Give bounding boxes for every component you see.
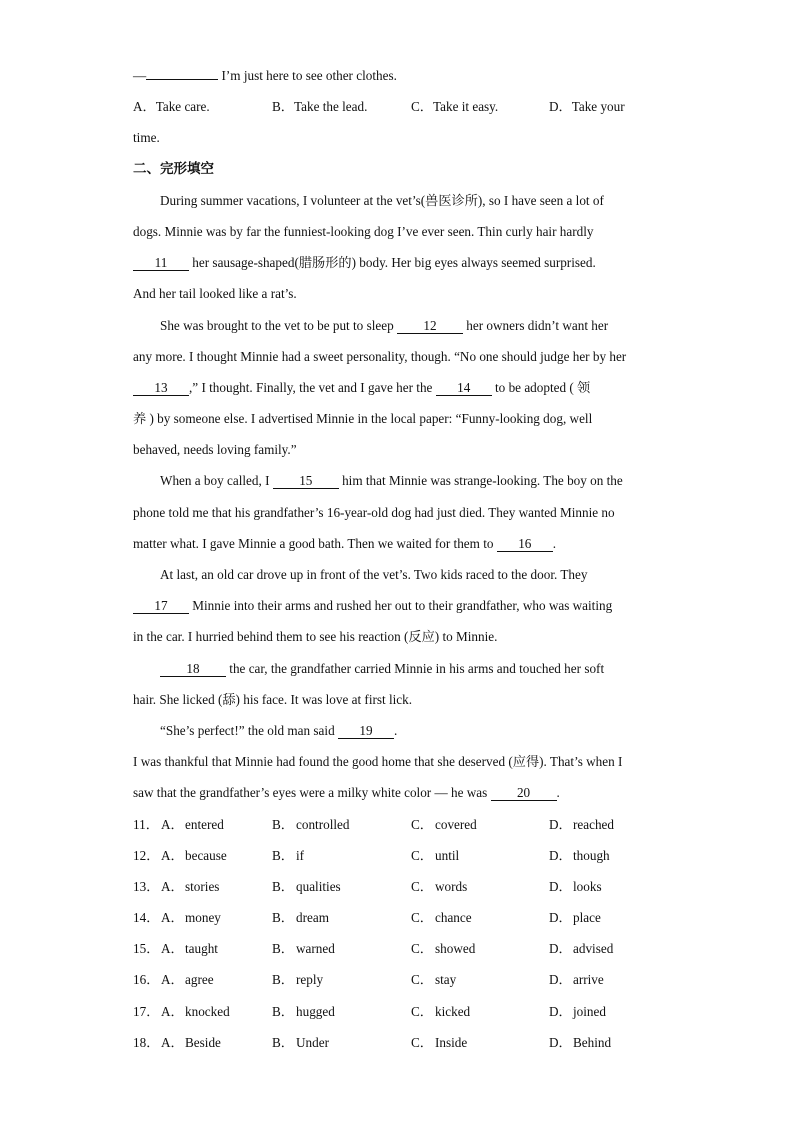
- passage-text: Minnie into their arms and rushed her out to their grandfather, who was waiting: [189, 598, 613, 614]
- option-text: stories: [185, 878, 220, 894]
- option-letter: A．: [161, 1034, 184, 1050]
- option-text: Behind: [573, 1034, 612, 1050]
- blank-17: 17: [133, 599, 189, 614]
- option-text: reached: [573, 816, 614, 832]
- option-text: Inside: [435, 1034, 468, 1050]
- passage-line: And her tail looked like a rat’s.: [133, 286, 297, 302]
- option-letter: A．: [161, 816, 184, 832]
- option-d[interactable]: [549, 933, 663, 964]
- q10-option-wrap: time.: [133, 130, 160, 146]
- option-d[interactable]: [549, 902, 663, 933]
- option-letter: C．: [411, 941, 433, 957]
- option-letter: B．: [272, 816, 294, 832]
- option-text: kicked: [435, 1003, 471, 1019]
- option-letter: C．: [411, 878, 433, 894]
- passage-text: saw that the grandfather’s eyes were a milky white color — he was: [133, 785, 491, 801]
- passage-text: to be adopted ( 领: [491, 379, 591, 395]
- option-letter: B．: [272, 1003, 294, 1019]
- blank-16: 16: [497, 537, 553, 552]
- option-c[interactable]: [411, 964, 549, 995]
- option-text: until: [435, 847, 460, 863]
- option-d[interactable]: [549, 840, 663, 871]
- question-row: [133, 902, 663, 933]
- option-b[interactable]: [272, 871, 411, 902]
- option-text: because: [185, 847, 227, 863]
- option-letter: D．: [549, 847, 572, 863]
- passage-text: “She’s perfect!” the old man said: [160, 722, 338, 738]
- option-letter: C．: [411, 1034, 433, 1050]
- passage-line: [133, 465, 663, 496]
- dash: —: [133, 68, 147, 83]
- option-letter: A．: [161, 1003, 184, 1019]
- option-a[interactable]: [133, 840, 272, 871]
- option-text: words: [435, 878, 468, 894]
- option-text: though: [573, 847, 610, 863]
- option-c[interactable]: [411, 902, 549, 933]
- option-letter: B．: [272, 1034, 294, 1050]
- option-c[interactable]: [411, 871, 549, 902]
- option-b[interactable]: [272, 902, 411, 933]
- blank-20: 20: [491, 786, 557, 801]
- passage-line: [133, 310, 663, 341]
- option-letter: A．: [161, 847, 184, 863]
- question-row: [133, 996, 663, 1027]
- option-text: hugged: [296, 1003, 335, 1019]
- option-letter: C．: [411, 1003, 433, 1019]
- option-letter: C．: [411, 910, 433, 926]
- passage-line: I was thankful that Minnie had found the good home that she deserved (应得). That’s when I: [133, 754, 623, 770]
- option-c[interactable]: [411, 996, 549, 1027]
- option-a[interactable]: [133, 871, 272, 902]
- passage-line: [133, 777, 663, 808]
- blank-11: 11: [133, 256, 189, 271]
- question-number: 18．: [133, 1034, 160, 1050]
- passage-text: the car, the grandfather carried Minnie in his arms and touched her soft: [226, 660, 605, 676]
- option-text: looks: [573, 878, 602, 894]
- option-b[interactable]: [272, 809, 411, 840]
- blank-19: 19: [338, 724, 394, 739]
- option-letter: C．: [411, 972, 433, 988]
- question-number: 11．: [133, 816, 159, 832]
- option-text: reply: [296, 972, 324, 988]
- option-text: if: [296, 847, 305, 863]
- option-a[interactable]: [133, 902, 272, 933]
- option-text: advised: [573, 941, 614, 957]
- passage-line: At last, an old car drove up in front of the vet’s. Two kids raced to the door. They: [160, 567, 588, 582]
- passage-text: him that Minnie was strange-looking. The boy on the: [338, 473, 623, 489]
- q10-option-c[interactable]: C．Take it easy.: [411, 99, 499, 115]
- option-a[interactable]: [133, 996, 272, 1027]
- option-a[interactable]: [133, 933, 272, 964]
- option-a[interactable]: [133, 809, 272, 840]
- option-letter: B．: [272, 878, 294, 894]
- passage-line: in the car. I hurried behind them to see his reaction (反应) to Minnie.: [133, 629, 498, 645]
- passage-line: phone told me that his grandfather’s 16-year-old dog had just died. They wanted Minnie no: [133, 504, 615, 520]
- option-letter: D．: [549, 878, 572, 894]
- option-text: taught: [185, 941, 218, 957]
- passage-line: behaved, needs loving family.”: [133, 442, 297, 458]
- option-d[interactable]: [549, 871, 663, 902]
- option-letter: D．: [549, 972, 572, 988]
- passage-line: dogs. Minnie was by far the funniest-looking dog I’ve ever seen. Thin curly hair hardly: [133, 223, 594, 239]
- option-d[interactable]: [549, 964, 663, 995]
- question-number: 17．: [133, 1003, 160, 1019]
- passage-text: her sausage-shaped(腊肠形的) body. Her big eyes always seemed surprised.: [189, 255, 596, 271]
- passage-line: [133, 372, 663, 403]
- option-text: Under: [296, 1034, 329, 1050]
- option-text: joined: [573, 1003, 606, 1019]
- option-b[interactable]: [272, 996, 411, 1027]
- option-b[interactable]: [272, 840, 411, 871]
- option-letter: C．: [411, 847, 433, 863]
- option-letter: A．: [161, 972, 184, 988]
- option-letter: A．: [161, 878, 184, 894]
- passage-text: ,” I thought. Finally, the vet and I gave her the: [189, 379, 436, 395]
- option-letter: D．: [549, 941, 572, 957]
- blank-15: 15: [273, 474, 339, 489]
- passage-text: matter what. I gave Minnie a good bath. Then we waited for them to: [133, 535, 497, 551]
- option-d[interactable]: [549, 1027, 663, 1058]
- question-number: 12．: [133, 847, 160, 863]
- question-row: [133, 871, 663, 902]
- answer-blank: [146, 65, 218, 80]
- option-text: covered: [435, 816, 477, 832]
- passage-line: 养 ) by someone else. I advertised Minnie in the local paper: “Funny-looking dog, well: [133, 411, 593, 427]
- option-d[interactable]: [549, 809, 663, 840]
- option-b[interactable]: [272, 1027, 411, 1058]
- option-letter: B．: [272, 941, 294, 957]
- passage-line: [133, 590, 663, 621]
- passage-text: When a boy called, I: [160, 473, 273, 489]
- option-c[interactable]: [411, 840, 549, 871]
- q10-stem: [133, 60, 663, 91]
- q10-option-d[interactable]: D．Take your: [549, 99, 625, 115]
- option-letter: D．: [549, 1003, 572, 1019]
- option-text: money: [185, 910, 221, 926]
- option-text: Beside: [185, 1034, 221, 1050]
- option-c[interactable]: [411, 809, 549, 840]
- option-text: showed: [435, 941, 476, 957]
- option-text: agree: [185, 972, 214, 988]
- question-number: 15．: [133, 941, 160, 957]
- blank-18: 18: [160, 662, 226, 677]
- q10-option-a[interactable]: A．Take care.: [133, 99, 210, 115]
- question-row: [133, 933, 663, 964]
- passage-text: her owners didn’t want her: [462, 317, 609, 333]
- question-number: 14．: [133, 910, 160, 926]
- passage-line: [133, 247, 663, 278]
- option-letter: A．: [161, 910, 184, 926]
- question-row: [133, 964, 663, 995]
- q10-options: [133, 91, 663, 122]
- passage-text: .: [552, 535, 557, 551]
- option-a[interactable]: [133, 964, 272, 995]
- question-number: 13．: [133, 878, 160, 894]
- option-b[interactable]: [272, 964, 411, 995]
- option-text: dream: [296, 910, 329, 926]
- blank-12: 12: [397, 319, 463, 334]
- option-d[interactable]: [549, 996, 663, 1027]
- option-letter: D．: [549, 1034, 572, 1050]
- option-text: entered: [185, 816, 224, 832]
- option-letter: A．: [161, 941, 184, 957]
- blank-13: 13: [133, 381, 189, 396]
- passage-line: [133, 528, 663, 559]
- blank-14: 14: [436, 381, 492, 396]
- passage-text: She was brought to the vet to be put to sleep: [160, 317, 397, 333]
- option-letter: C．: [411, 816, 433, 832]
- option-text: place: [573, 910, 601, 926]
- document-page: [133, 60, 663, 1058]
- question-list: [133, 809, 663, 1059]
- option-a[interactable]: [133, 1027, 272, 1058]
- passage-line: [133, 715, 663, 746]
- option-letter: B．: [272, 910, 294, 926]
- option-b[interactable]: [272, 933, 411, 964]
- section-title: 二、完形填空: [133, 160, 214, 177]
- option-c[interactable]: [411, 1027, 549, 1058]
- q10-option-b[interactable]: B．Take the lead.: [272, 99, 368, 115]
- passage-line: hair. She licked (舔) his face. It was love at first lick.: [133, 691, 413, 707]
- option-text: stay: [435, 972, 457, 988]
- question-row: [133, 809, 663, 840]
- option-letter: D．: [549, 816, 572, 832]
- option-text: controlled: [296, 816, 350, 832]
- passage-text: .: [393, 722, 398, 738]
- option-text: chance: [435, 910, 472, 926]
- passage-line: [133, 653, 663, 684]
- option-c[interactable]: [411, 933, 549, 964]
- option-text: qualities: [296, 878, 341, 894]
- passage-line: During summer vacations, I volunteer at the vet’s(兽医诊所), so I have seen a lot of: [160, 192, 604, 208]
- passage-line: any more. I thought Minnie had a sweet personality, though. “No one should judge her by her: [133, 348, 627, 364]
- passage-text: .: [556, 785, 560, 801]
- option-letter: B．: [272, 847, 294, 863]
- q10-stem-text: I’m just here to see other clothes.: [218, 68, 397, 83]
- question-number: 16．: [133, 972, 160, 988]
- option-text: arrive: [573, 972, 604, 988]
- option-letter: B．: [272, 972, 294, 988]
- option-text: knocked: [185, 1003, 230, 1019]
- option-text: warned: [296, 941, 335, 957]
- question-row: [133, 840, 663, 871]
- question-row: [133, 1027, 663, 1058]
- option-letter: D．: [549, 910, 572, 926]
